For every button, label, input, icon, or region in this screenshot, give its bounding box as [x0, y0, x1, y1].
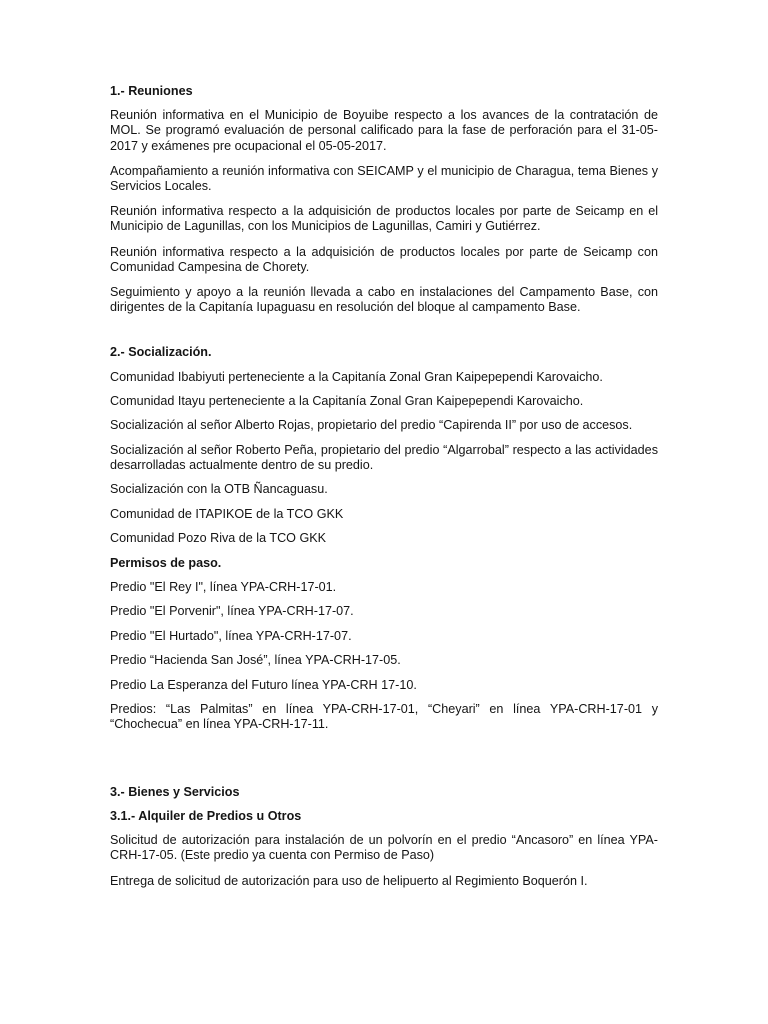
- subsection-heading: Permisos de paso.: [110, 555, 222, 570]
- spacer: [110, 325, 658, 345]
- paragraph: Reunión informativa respecto a la adquisición de productos locales por parte de Seicamp en el Municipio de Lagunillas, con los Municipios de Lagunillas, Camiri y Gutiérrez.: [110, 204, 658, 234]
- paragraph: Entrega de solicitud de autorización para uso de helipuerto al Regimiento Boquerón I.: [110, 873, 588, 888]
- subsection-heading: 3.1.- Alquiler de Predios u Otros: [110, 808, 302, 823]
- section-heading: 1.- Reuniones: [110, 84, 193, 98]
- paragraph: Predio "El Porvenir", línea YPA-CRH-17-07.: [110, 604, 354, 619]
- paragraph: Reunión informativa en el Municipio de Boyuibe respecto a los avances de la contratación de MOL. Se programó evaluación de personal calificado para la fase de perforación para el 31-05-2017 y exámenes pre ocupacional el 05-05-2017.: [110, 108, 658, 153]
- paragraph: Socialización al señor Roberto Peña, propietario del predio “Algarrobal” respecto a las actividades desarrolladas actualmente dentro de su predio.: [110, 442, 658, 473]
- section-heading: 3.- Bienes y Servicios: [110, 784, 240, 799]
- spacer: [110, 742, 658, 785]
- paragraph: Socialización al señor Alberto Rojas, propietario del predio “Capirenda II” por uso de accesos.: [110, 418, 633, 433]
- paragraph: Solicitud de autorización para instalación de un polvorín en el predio “Ancasoro” en línea YPA-CRH-17-05. (Este predio ya cuenta con Permiso de Paso): [110, 833, 658, 863]
- paragraph: Comunidad Ibabiyuti perteneciente a la Capitanía Zonal Gran Kaipepependi Karovaicho.: [110, 369, 603, 384]
- paragraph: Comunidad Pozo Riva de la TCO GKK: [110, 531, 327, 546]
- section-bienes-servicios: [110, 785, 658, 889]
- paragraph: Comunidad Itayu perteneciente a la Capitanía Zonal Gran Kaipepependi Karovaicho.: [110, 394, 584, 409]
- section-heading: 2.- Socialización.: [110, 345, 212, 360]
- paragraph: Predio "El Rey I", línea YPA-CRH-17-01.: [110, 579, 337, 594]
- document-page: [110, 84, 658, 899]
- paragraph: Socialización con la OTB Ñancaguasu.: [110, 482, 328, 497]
- paragraph: Predio “Hacienda San José”, línea YPA-CRH-17-05.: [110, 653, 401, 668]
- paragraph: Reunión informativa respecto a la adquisición de productos locales por parte de Seicamp con Comunidad Campesina de Chorety.: [110, 244, 658, 274]
- paragraph: Predio La Esperanza del Futuro línea YPA-CRH 17-10.: [110, 677, 417, 692]
- section-socializacion: [110, 345, 658, 732]
- paragraph: Predio "El Hurtado", línea YPA-CRH-17-07.: [110, 628, 352, 643]
- section-reuniones: [110, 84, 658, 315]
- paragraph: Predios: “Las Palmitas” en línea YPA-CRH-17-01, “Cheyari” en línea YPA-CRH-17-01 y “Chochecua” en línea YPA-CRH-17-11.: [110, 701, 658, 732]
- paragraph: Acompañamiento a reunión informativa con SEICAMP y el municipio de Charagua, tema Bienes y Servicios Locales.: [110, 163, 658, 194]
- paragraph: Comunidad de ITAPIKOE de la TCO GKK: [110, 506, 344, 521]
- paragraph: Seguimiento y apoyo a la reunión llevada a cabo en instalaciones del Campamento Base, con dirigentes de la Capitanía Iupaguasu en resolución del bloque al campamento Base.: [110, 285, 658, 315]
